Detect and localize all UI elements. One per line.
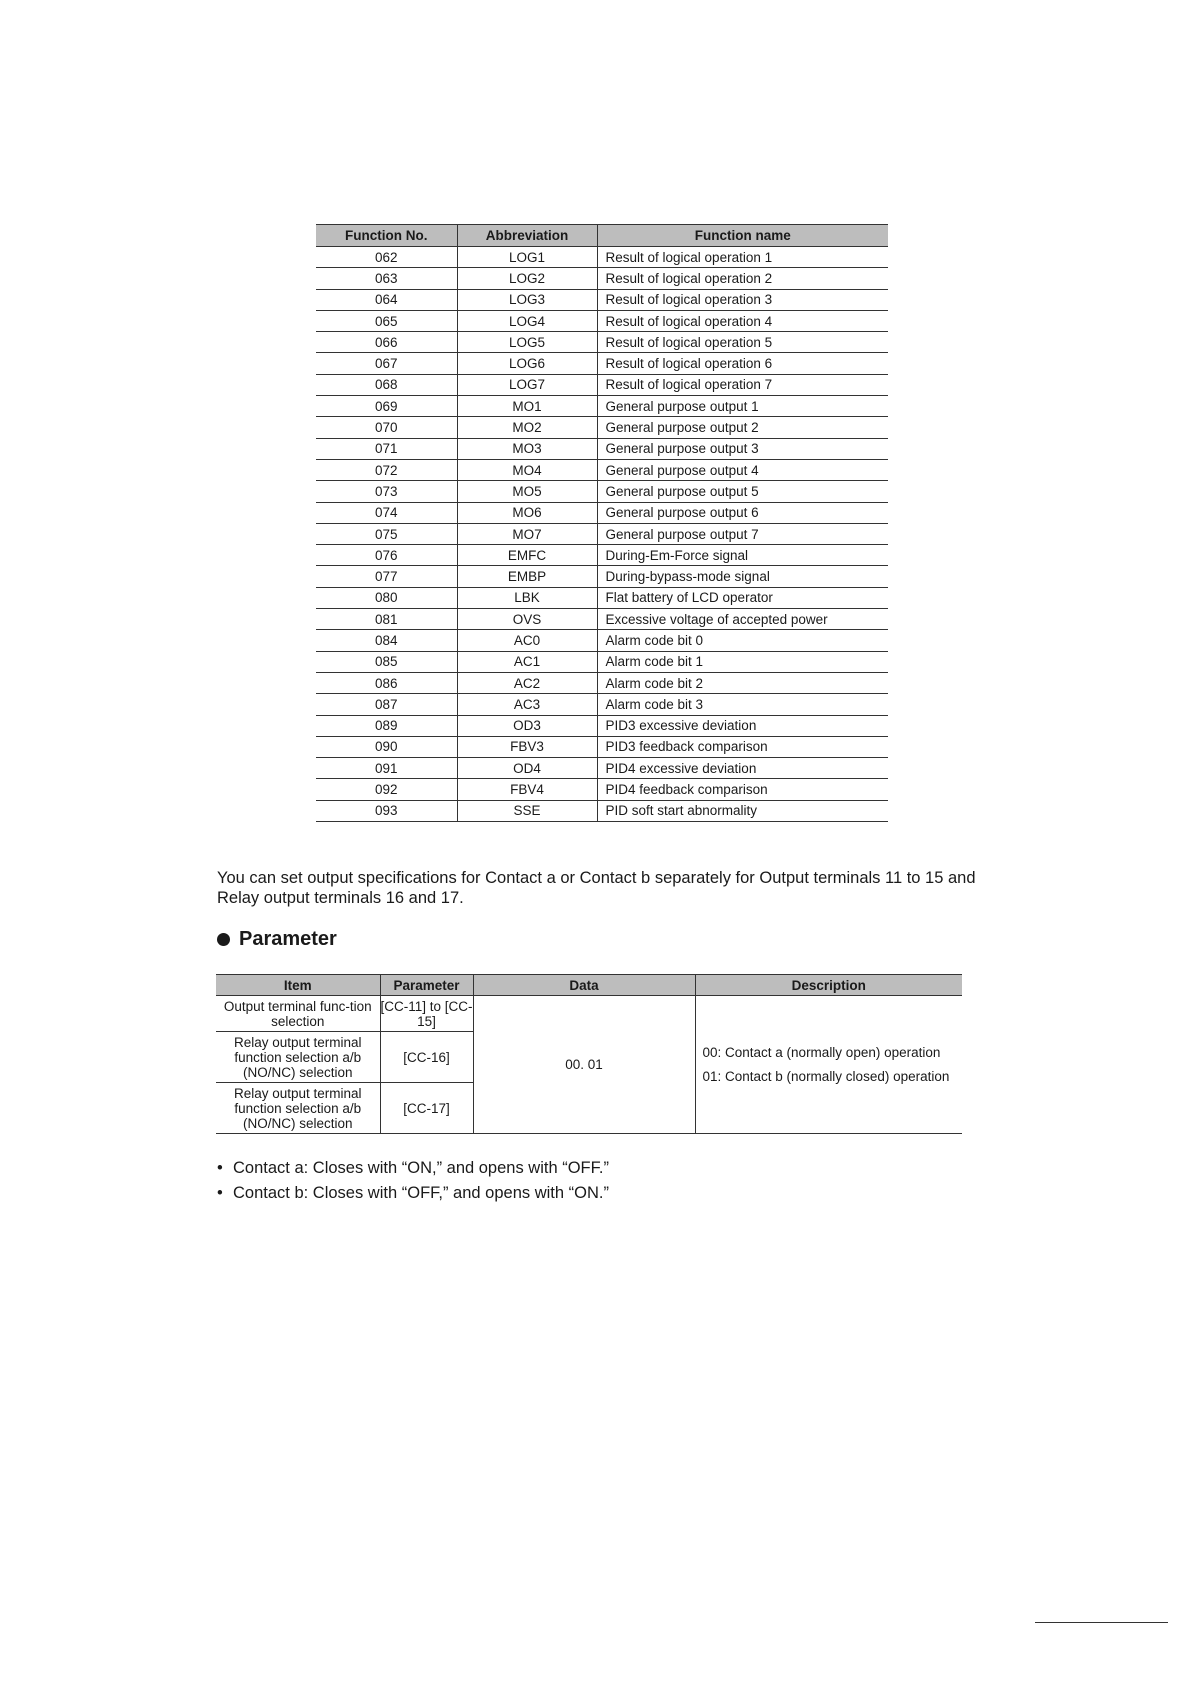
function-name-cell: General purpose output 6 bbox=[597, 502, 888, 523]
item-cell: Relay output terminal function selection a/b (NO/NC) selection bbox=[216, 1032, 380, 1083]
function-no-cell: 069 bbox=[316, 396, 457, 417]
function-no-cell: 062 bbox=[316, 247, 457, 268]
function-no-cell: 067 bbox=[316, 353, 457, 374]
table-row bbox=[316, 438, 888, 459]
function-no-cell: 070 bbox=[316, 417, 457, 438]
bullet-icon: • bbox=[217, 1159, 223, 1177]
function-name-cell: During-bypass-mode signal bbox=[597, 566, 888, 587]
function-no-cell: 081 bbox=[316, 609, 457, 630]
list-item bbox=[217, 1181, 609, 1206]
function-no-cell: 093 bbox=[316, 800, 457, 821]
function-name-cell: Excessive voltage of accepted power bbox=[597, 609, 888, 630]
abbreviation-cell: EMBP bbox=[457, 566, 597, 587]
parameter-cell: [CC-17] bbox=[380, 1083, 473, 1134]
function-no-cell: 092 bbox=[316, 779, 457, 800]
function-no-cell: 066 bbox=[316, 332, 457, 353]
function-name-cell: Result of logical operation 7 bbox=[597, 374, 888, 395]
function-no-cell: 077 bbox=[316, 566, 457, 587]
function-name-cell: PID4 excessive deviation bbox=[597, 758, 888, 779]
function-name-cell: PID3 excessive deviation bbox=[597, 715, 888, 736]
table-row bbox=[316, 758, 888, 779]
note-text: Contact a: Closes with “ON,” and opens with “OFF.” bbox=[233, 1159, 609, 1177]
table-row bbox=[316, 651, 888, 672]
table-row bbox=[316, 779, 888, 800]
function-name-cell: Alarm code bit 1 bbox=[597, 651, 888, 672]
function-no-cell: 073 bbox=[316, 481, 457, 502]
abbreviation-cell: SSE bbox=[457, 800, 597, 821]
bullet-icon bbox=[217, 933, 230, 946]
table-row bbox=[316, 396, 888, 417]
function-no-cell: 090 bbox=[316, 736, 457, 757]
function-no-cell: 068 bbox=[316, 374, 457, 395]
abbreviation-cell: AC2 bbox=[457, 672, 597, 693]
abbreviation-cell: MO1 bbox=[457, 396, 597, 417]
table-row bbox=[316, 310, 888, 331]
table-row bbox=[316, 502, 888, 523]
function-name-cell: General purpose output 3 bbox=[597, 438, 888, 459]
function-name-cell: General purpose output 7 bbox=[597, 523, 888, 544]
notes-list bbox=[217, 1156, 609, 1206]
function-no-cell: 089 bbox=[316, 715, 457, 736]
table-row bbox=[316, 566, 888, 587]
section-heading-label: Parameter bbox=[239, 928, 337, 950]
table-row bbox=[316, 609, 888, 630]
header-description: Description bbox=[695, 975, 962, 996]
header-data: Data bbox=[473, 975, 695, 996]
function-table bbox=[316, 224, 888, 822]
table-row bbox=[316, 672, 888, 693]
abbreviation-cell: LOG4 bbox=[457, 310, 597, 331]
function-no-cell: 080 bbox=[316, 587, 457, 608]
table-row bbox=[316, 332, 888, 353]
function-no-cell: 085 bbox=[316, 651, 457, 672]
abbreviation-cell: OD3 bbox=[457, 715, 597, 736]
parameter-table-header bbox=[216, 975, 962, 996]
abbreviation-cell: MO2 bbox=[457, 417, 597, 438]
function-no-cell: 074 bbox=[316, 502, 457, 523]
function-name-cell: PID soft start abnormality bbox=[597, 800, 888, 821]
table-row bbox=[216, 996, 962, 1032]
table-row bbox=[316, 545, 888, 566]
table-row bbox=[316, 289, 888, 310]
table-row bbox=[316, 353, 888, 374]
function-name-cell: Result of logical operation 4 bbox=[597, 310, 888, 331]
table-row bbox=[316, 694, 888, 715]
table-row bbox=[316, 523, 888, 544]
abbreviation-cell: MO3 bbox=[457, 438, 597, 459]
function-name-cell: Result of logical operation 5 bbox=[597, 332, 888, 353]
description-cell bbox=[695, 996, 962, 1134]
function-no-cell: 072 bbox=[316, 459, 457, 480]
abbreviation-cell: OVS bbox=[457, 609, 597, 630]
function-table-header bbox=[316, 225, 888, 247]
abbreviation-cell: AC3 bbox=[457, 694, 597, 715]
table-row bbox=[316, 736, 888, 757]
table-row bbox=[316, 247, 888, 268]
abbreviation-cell: AC1 bbox=[457, 651, 597, 672]
abbreviation-cell: MO7 bbox=[457, 523, 597, 544]
function-no-cell: 087 bbox=[316, 694, 457, 715]
function-no-cell: 063 bbox=[316, 268, 457, 289]
abbreviation-cell: LOG1 bbox=[457, 247, 597, 268]
function-no-cell: 064 bbox=[316, 289, 457, 310]
item-cell: Relay output terminal function selection a/b (NO/NC) selection bbox=[216, 1083, 380, 1134]
function-no-cell: 091 bbox=[316, 758, 457, 779]
header-function-name: Function name bbox=[597, 225, 888, 247]
item-cell: Output terminal func-tion selection bbox=[216, 996, 380, 1032]
intro-paragraph: You can set output specifications for Contact a or Contact b separately for Output terminals 11 to 15 and Relay output terminals 16 and 17. bbox=[217, 869, 976, 907]
description-line: 01: Contact b (normally closed) operation bbox=[702, 1068, 950, 1084]
abbreviation-cell: FBV4 bbox=[457, 779, 597, 800]
abbreviation-cell: OD4 bbox=[457, 758, 597, 779]
parameter-cell: [CC-16] bbox=[380, 1032, 473, 1083]
table-row bbox=[316, 417, 888, 438]
section-heading bbox=[217, 928, 337, 951]
abbreviation-cell: LBK bbox=[457, 587, 597, 608]
function-name-cell: Result of logical operation 2 bbox=[597, 268, 888, 289]
bullet-icon: • bbox=[217, 1184, 223, 1202]
function-name-cell: General purpose output 4 bbox=[597, 459, 888, 480]
function-name-cell: Result of logical operation 1 bbox=[597, 247, 888, 268]
function-name-cell: Alarm code bit 3 bbox=[597, 694, 888, 715]
header-function-no: Function No. bbox=[316, 225, 457, 247]
function-no-cell: 065 bbox=[316, 310, 457, 331]
function-name-cell: Result of logical operation 3 bbox=[597, 289, 888, 310]
function-name-cell: General purpose output 5 bbox=[597, 481, 888, 502]
footer-divider bbox=[1035, 1622, 1168, 1623]
abbreviation-cell: EMFC bbox=[457, 545, 597, 566]
table-row bbox=[316, 374, 888, 395]
abbreviation-cell: LOG2 bbox=[457, 268, 597, 289]
abbreviation-cell: LOG6 bbox=[457, 353, 597, 374]
table-row bbox=[316, 481, 888, 502]
abbreviation-cell: AC0 bbox=[457, 630, 597, 651]
parameter-cell: [CC-11] to [CC-15] bbox=[380, 996, 473, 1032]
function-name-cell: Alarm code bit 2 bbox=[597, 672, 888, 693]
table-row bbox=[316, 459, 888, 480]
function-no-cell: 076 bbox=[316, 545, 457, 566]
table-row bbox=[316, 630, 888, 651]
abbreviation-cell: LOG5 bbox=[457, 332, 597, 353]
function-no-cell: 071 bbox=[316, 438, 457, 459]
table-row bbox=[316, 268, 888, 289]
table-row bbox=[316, 587, 888, 608]
table-row bbox=[316, 800, 888, 821]
abbreviation-cell: FBV3 bbox=[457, 736, 597, 757]
abbreviation-cell: MO5 bbox=[457, 481, 597, 502]
parameter-table bbox=[216, 974, 962, 1134]
abbreviation-cell: MO6 bbox=[457, 502, 597, 523]
function-name-cell: During-Em-Force signal bbox=[597, 545, 888, 566]
function-no-cell: 086 bbox=[316, 672, 457, 693]
table-row bbox=[316, 715, 888, 736]
function-name-cell: PID4 feedback comparison bbox=[597, 779, 888, 800]
abbreviation-cell: LOG3 bbox=[457, 289, 597, 310]
abbreviation-cell: LOG7 bbox=[457, 374, 597, 395]
function-no-cell: 075 bbox=[316, 523, 457, 544]
note-text: Contact b: Closes with “OFF,” and opens with “ON.” bbox=[233, 1184, 609, 1202]
function-name-cell: Result of logical operation 6 bbox=[597, 353, 888, 374]
function-name-cell: General purpose output 2 bbox=[597, 417, 888, 438]
function-name-cell: General purpose output 1 bbox=[597, 396, 888, 417]
header-abbreviation: Abbreviation bbox=[457, 225, 597, 247]
list-item bbox=[217, 1156, 609, 1181]
function-name-cell: PID3 feedback comparison bbox=[597, 736, 888, 757]
function-name-cell: Flat battery of LCD operator bbox=[597, 587, 888, 608]
header-item: Item bbox=[216, 975, 380, 996]
data-cell: 00. 01 bbox=[473, 996, 695, 1134]
abbreviation-cell: MO4 bbox=[457, 459, 597, 480]
function-no-cell: 084 bbox=[316, 630, 457, 651]
description-line: 00: Contact a (normally open) operation bbox=[702, 1044, 941, 1060]
header-parameter: Parameter bbox=[380, 975, 473, 996]
function-name-cell: Alarm code bit 0 bbox=[597, 630, 888, 651]
